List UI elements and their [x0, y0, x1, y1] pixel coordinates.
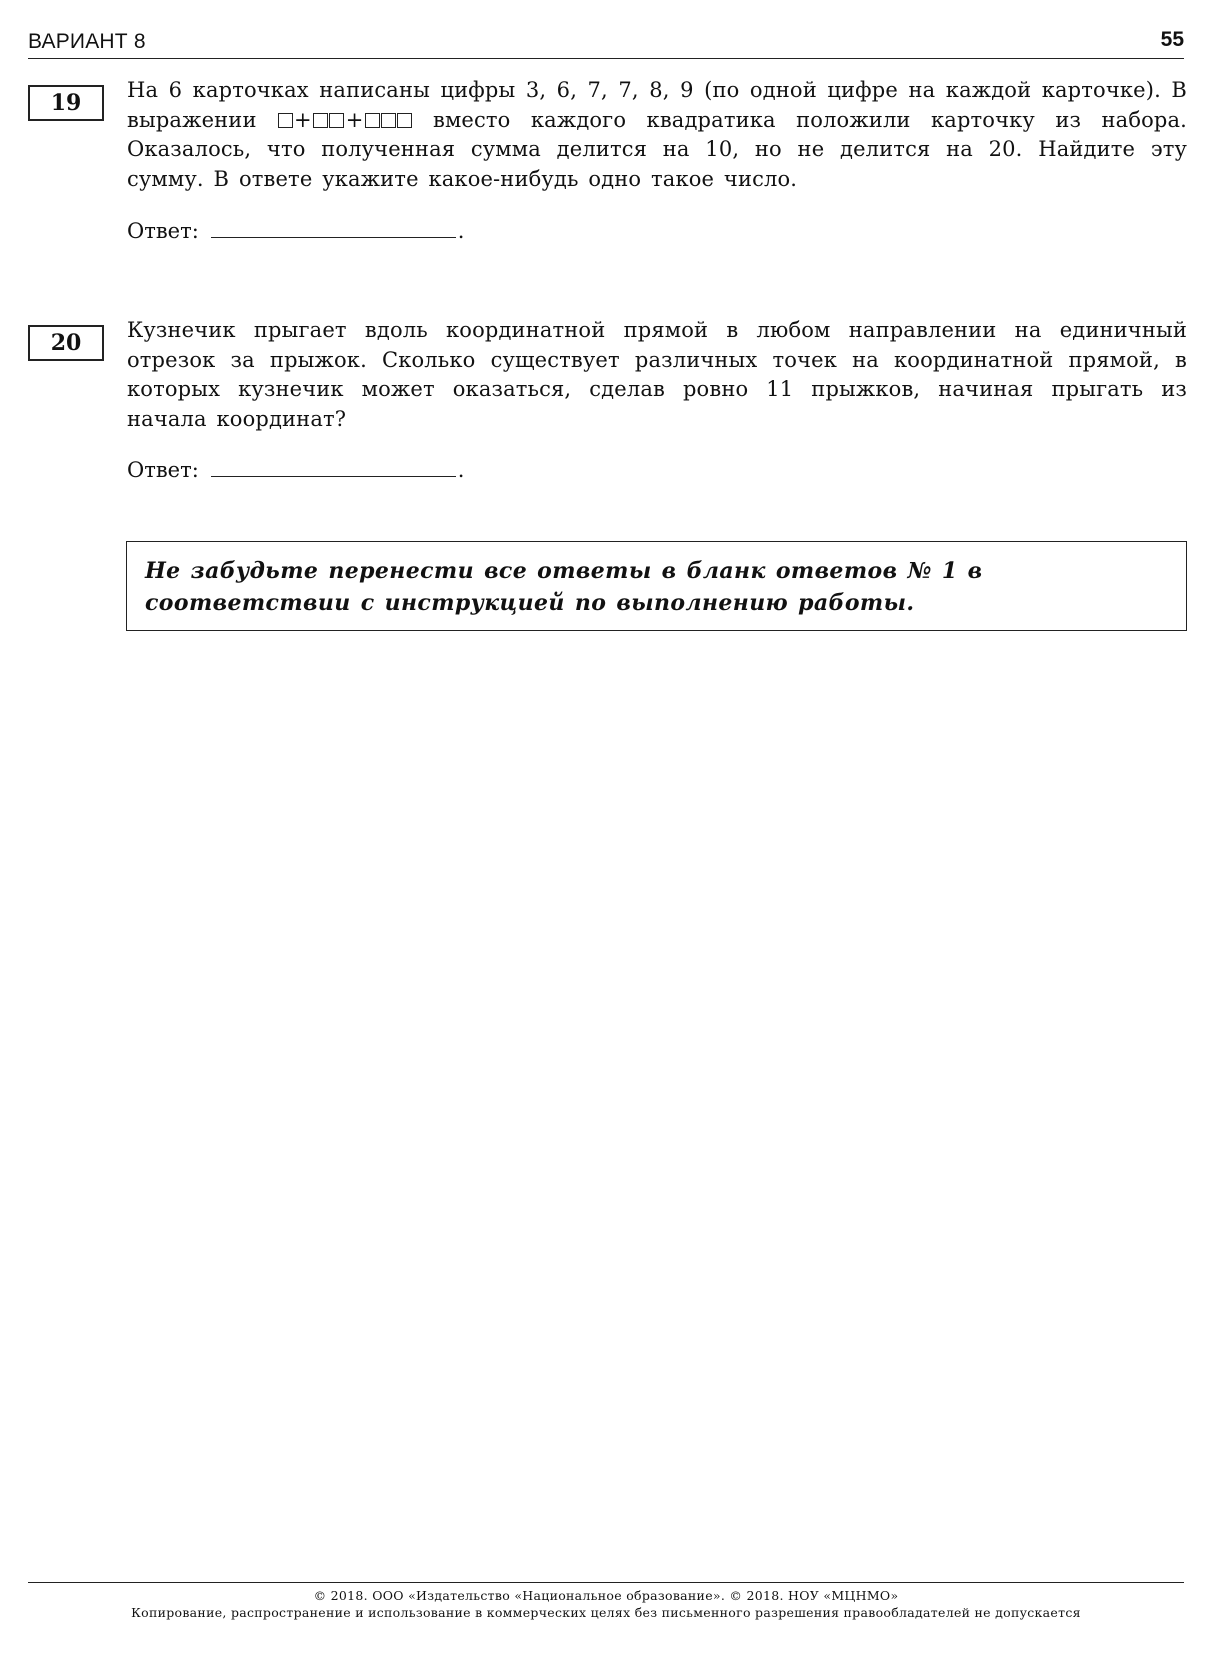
reminder-box: Не забудьте перенести все ответы в бланк ответов № 1 в соответствии с инструкцией по выполнению работы.: [126, 541, 1187, 631]
task-20-number: 20: [28, 325, 104, 361]
header-divider: [28, 58, 1184, 59]
answer-field[interactable]: [211, 236, 456, 238]
answer-label: Ответ:: [127, 219, 199, 243]
answer-field[interactable]: [211, 475, 456, 477]
variant-title: ВАРИАНТ 8: [28, 30, 146, 53]
task-20-answer: [127, 458, 464, 482]
task-19-answer: [127, 219, 464, 243]
task-19-number: 19: [28, 85, 104, 121]
footer-copyright: © 2018. ООО «Издательство «Национальное образование». © 2018. НОУ «МЦНМО»: [313, 1588, 899, 1603]
footer-notice: Копирование, распространение и использование в коммерческих целях без письменного разрешения правообладателей не допускается: [131, 1605, 1081, 1620]
expression: [277, 108, 413, 132]
digit-square: [381, 113, 396, 128]
task-19-text-part1: На 6 карточках написаны цифры 3, 6, 7, 7, 8, 9 (по одной цифре на каждой карточке). В выражении: [127, 78, 1187, 132]
answer-label: Ответ:: [127, 458, 199, 482]
digit-square: [397, 113, 412, 128]
answer-period: .: [457, 458, 465, 482]
task-19-text-part2: вместо каждого квадратика положили карточку из набора. Оказалось, что полученная сумма делится на 10, но не делится на 20. Найдите эту сумму. В ответе укажите какое-нибудь одно такое число.: [127, 107, 1188, 191]
task-19-text: [127, 76, 1187, 194]
digit-square: [313, 113, 328, 128]
plus-sign: +: [294, 107, 312, 132]
digit-square: [365, 113, 380, 128]
task-20-text: Кузнечик прыгает вдоль координатной прямой в любом направлении на единичный отрезок за прыжок. Сколько существует различных точек на координатной прямой, в которых кузнечик может оказаться, сделав ровно 11 прыжков, начиная прыгать из начала координат?: [127, 318, 1187, 431]
answer-period: .: [457, 219, 465, 243]
footer-divider: [28, 1582, 1184, 1583]
plus-sign: +: [345, 107, 364, 132]
digit-square: [278, 113, 293, 128]
digit-square: [329, 113, 344, 128]
page-number: 55: [1160, 28, 1184, 51]
